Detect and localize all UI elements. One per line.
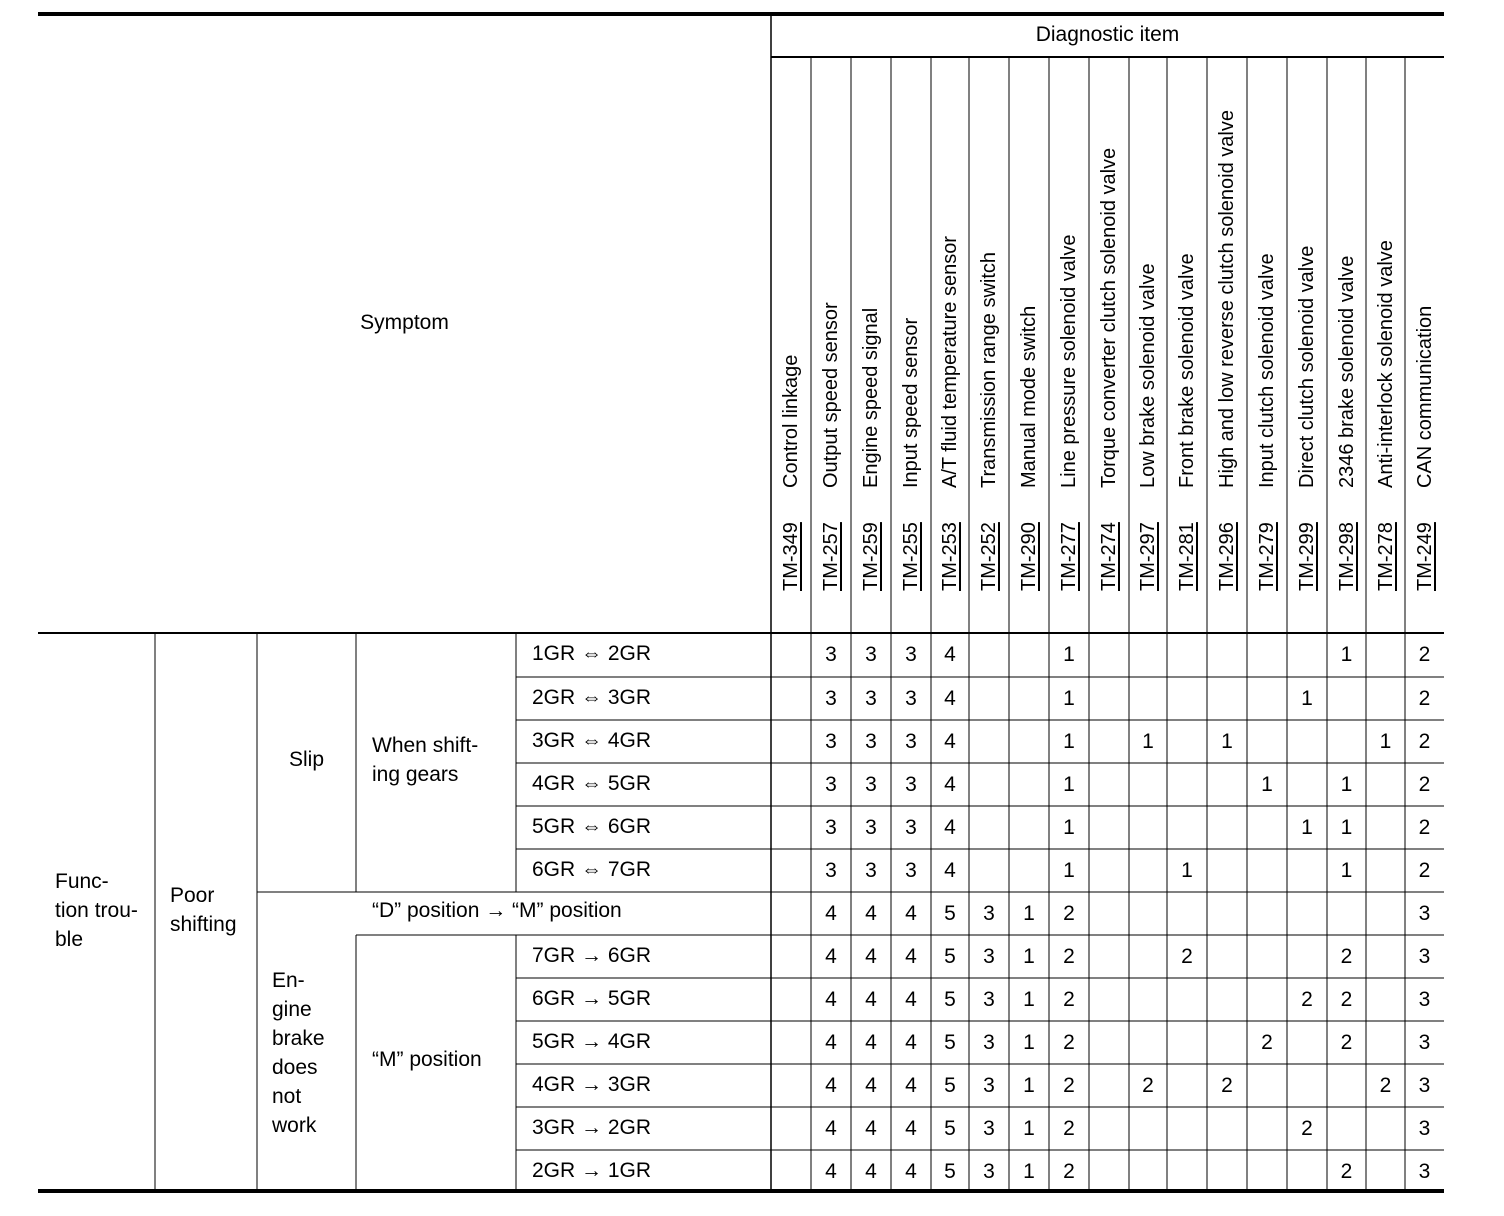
- group-when-shifting-gears: When shift- ing gears: [372, 734, 479, 786]
- table-cell: [1009, 720, 1049, 763]
- table-cell: [1366, 1107, 1405, 1150]
- table-cell: [1167, 1107, 1207, 1150]
- table-cell: [1247, 1150, 1287, 1193]
- table-cell: [1089, 806, 1129, 849]
- table-cell: 2: [1418, 859, 1431, 882]
- table-cell: 1: [1023, 1160, 1035, 1183]
- table-cell: [1129, 935, 1167, 978]
- table-cell: [1207, 1150, 1247, 1193]
- table-cell: 5: [944, 1117, 956, 1140]
- table-cell: [1287, 633, 1327, 676]
- table-cell: 2: [1418, 816, 1431, 839]
- table-cell: 2: [1340, 988, 1353, 1011]
- table-cell: [1129, 763, 1167, 806]
- table-cell: [1247, 633, 1287, 676]
- table-cell: [1247, 1064, 1287, 1107]
- table-cell: [1247, 720, 1287, 763]
- table-cell: 1: [1340, 859, 1353, 882]
- table-cell: 1: [1063, 816, 1075, 839]
- table-cell: [1207, 806, 1247, 849]
- table-cell: 5: [944, 1074, 956, 1097]
- row-label: 6GR ⇔ 7GR: [532, 858, 652, 881]
- table-cell: [1129, 1107, 1167, 1150]
- column-name-text: Engine speed signal: [860, 307, 882, 488]
- table-cell: 3: [825, 816, 837, 839]
- table-cell: 1: [1301, 687, 1313, 710]
- table-cell: [1247, 849, 1287, 892]
- table-cell: 4: [905, 1117, 917, 1140]
- table-cell: [1327, 677, 1366, 720]
- table-cell: [1167, 720, 1207, 763]
- table-cell: 3: [983, 988, 995, 1011]
- table-cell: [1366, 935, 1405, 978]
- table-cell: 2: [1340, 945, 1353, 968]
- table-cell: [1366, 892, 1405, 935]
- row-label: 5GR ⇔ 6GR: [532, 815, 652, 838]
- table-cell: [771, 1064, 811, 1107]
- table-cell: [969, 849, 1009, 892]
- table-cell: 2: [1418, 773, 1431, 796]
- table-cell: [1287, 1021, 1327, 1064]
- table-cell: 1: [1023, 988, 1035, 1011]
- group-slip: Slip: [288, 748, 325, 771]
- table-cell: [1207, 1107, 1247, 1150]
- table-cell: 2: [1063, 988, 1075, 1011]
- column-ref-text[interactable]: TM-278: [1374, 522, 1397, 591]
- table-cell: [771, 1150, 811, 1193]
- table-cell: 4: [825, 988, 837, 1011]
- m-position-label: “M” position: [372, 1048, 482, 1071]
- column-name-text: 2346 brake solenoid valve: [1335, 255, 1358, 488]
- table-cell: 3: [825, 730, 837, 753]
- table-cell: [1247, 978, 1287, 1021]
- table-cell: 3: [825, 643, 837, 666]
- column-name-text: CAN communication: [1413, 305, 1436, 488]
- table-cell: 2: [1063, 1031, 1075, 1054]
- table-cell: 4: [865, 902, 877, 925]
- table-cell: [969, 633, 1009, 676]
- table-cell: [771, 677, 811, 720]
- column-name-text: Low brake solenoid valve: [1137, 263, 1159, 488]
- column-ref-text[interactable]: TM-249: [1413, 522, 1436, 591]
- table-cell: [1366, 1021, 1405, 1064]
- table-cell: 3: [905, 687, 917, 710]
- table-cell: 4: [905, 1160, 917, 1183]
- table-cell: [1287, 720, 1327, 763]
- table-cell: [1327, 892, 1366, 935]
- table-cell: [1287, 763, 1327, 806]
- table-cell: 3: [905, 643, 917, 666]
- table-cell: [1089, 892, 1129, 935]
- column-ref-text[interactable]: TM-277: [1058, 522, 1080, 591]
- group-engine-brake: En- gine brake does not work: [272, 969, 325, 1137]
- table-cell: 2: [1142, 1074, 1154, 1097]
- column-ref-text[interactable]: TM-298: [1335, 522, 1358, 591]
- table-cell: [969, 677, 1009, 720]
- table-cell: 4: [944, 773, 956, 796]
- column-name-text: Line pressure solenoid valve: [1058, 234, 1080, 488]
- table-cell: [1089, 1107, 1129, 1150]
- column-name-text: Front brake solenoid valve: [1176, 253, 1198, 488]
- column-name-text: Control linkage: [780, 354, 802, 488]
- table-cell: 4: [825, 902, 837, 925]
- column-name-text: Anti-interlock solenoid valve: [1374, 240, 1397, 488]
- table-cell: 3: [865, 643, 877, 666]
- table-cell: 4: [944, 859, 956, 882]
- table-cell: 1: [1261, 773, 1273, 796]
- table-cell: [1167, 978, 1207, 1021]
- table-cell: 3: [1418, 945, 1431, 968]
- column-ref-text[interactable]: TM-299: [1296, 522, 1318, 591]
- table-cell: [771, 720, 811, 763]
- column-ref-text[interactable]: TM-349: [780, 522, 802, 591]
- column-ref-text[interactable]: TM-255: [900, 522, 922, 591]
- group-function-trouble: Func- tion trou- ble: [55, 870, 138, 951]
- table-cell: 3: [865, 816, 877, 839]
- table-cell: [1089, 849, 1129, 892]
- table-cell: [1287, 935, 1327, 978]
- table-cell: [1327, 1064, 1366, 1107]
- table-cell: [1247, 677, 1287, 720]
- symptom-header: Symptom: [360, 311, 449, 334]
- table-cell: 3: [983, 1160, 995, 1183]
- table-cell: [1207, 677, 1247, 720]
- table-cell: [771, 1107, 811, 1150]
- table-cell: [1009, 633, 1049, 676]
- table-cell: 4: [825, 1117, 837, 1140]
- row-label: 1GR ⇔ 2GR: [532, 642, 652, 665]
- table-cell: 4: [865, 1160, 877, 1183]
- row-label: 2GR → 1GR: [532, 1159, 652, 1182]
- column-name-text: Output speed sensor: [820, 302, 842, 488]
- column-name-text: High and low reverse clutch solenoid valve: [1216, 110, 1238, 488]
- table-cell: [1207, 935, 1247, 978]
- column-ref-text[interactable]: TM-281: [1176, 522, 1198, 591]
- table-cell: [1287, 892, 1327, 935]
- table-cell: [771, 849, 811, 892]
- table-cell: 2: [1301, 1117, 1313, 1140]
- table-cell: 3: [865, 730, 877, 753]
- table-cell: 4: [865, 1117, 877, 1140]
- table-cell: [1167, 633, 1207, 676]
- table-cell: 3: [905, 816, 917, 839]
- table-cell: [1366, 978, 1405, 1021]
- table-cell: 2: [1340, 1160, 1353, 1183]
- table-cell: [1167, 892, 1207, 935]
- table-cell: [1207, 978, 1247, 1021]
- diagnostic-item-header: Diagnostic item: [1035, 23, 1180, 46]
- table-cell: 3: [1418, 1117, 1431, 1140]
- table-cell: [771, 978, 811, 1021]
- table-cell: 1: [1063, 859, 1075, 882]
- table-cell: [1287, 1150, 1327, 1193]
- table-cell: 2: [1063, 902, 1075, 925]
- table-cell: [1167, 763, 1207, 806]
- table-cell: 5: [944, 902, 956, 925]
- table-cell: 1: [1063, 730, 1075, 753]
- table-cell: 3: [905, 730, 917, 753]
- table-cell: [1089, 935, 1129, 978]
- table-cell: [1366, 677, 1405, 720]
- column-name-text: Input speed sensor: [900, 317, 922, 488]
- column-ref-text[interactable]: TM-296: [1216, 522, 1238, 591]
- table-cell: [1207, 763, 1247, 806]
- table-cell: 2: [1063, 945, 1075, 968]
- table-cell: 5: [944, 1031, 956, 1054]
- table-cell: [771, 892, 811, 935]
- table-cell: [1089, 1064, 1129, 1107]
- table-cell: [1129, 806, 1167, 849]
- row-label: 3GR ⇔ 4GR: [532, 729, 652, 752]
- table-cell: [1089, 720, 1129, 763]
- table-cell: 1: [1221, 730, 1233, 753]
- table-cell: 2: [1221, 1074, 1233, 1097]
- table-cell: [1129, 849, 1167, 892]
- row-label: 3GR → 2GR: [532, 1116, 652, 1139]
- table-cell: 2: [1181, 945, 1193, 968]
- table-cell: 1: [1379, 730, 1392, 753]
- table-cell: 4: [905, 945, 917, 968]
- table-cell: [1207, 633, 1247, 676]
- table-cell: [1287, 1064, 1327, 1107]
- table-cell: [1009, 677, 1049, 720]
- table-cell: [1089, 763, 1129, 806]
- table-cell: [1366, 1150, 1405, 1193]
- table-cell: [1129, 677, 1167, 720]
- table-cell: 3: [1418, 1031, 1431, 1054]
- table-cell: 4: [944, 643, 956, 666]
- table-cell: [1089, 677, 1129, 720]
- table-cell: 2: [1418, 687, 1431, 710]
- table-cell: 1: [1063, 687, 1075, 710]
- table-cell: 4: [944, 687, 956, 710]
- table-cell: 4: [905, 902, 917, 925]
- table-cell: 2: [1063, 1117, 1075, 1140]
- table-cell: 3: [983, 1074, 995, 1097]
- table-cell: [1167, 677, 1207, 720]
- table-cell: [771, 935, 811, 978]
- column-name-text: Input clutch solenoid valve: [1256, 253, 1278, 488]
- table-cell: [1287, 849, 1327, 892]
- table-cell: 5: [944, 1160, 956, 1183]
- table-cell: [771, 633, 811, 676]
- table-cell: [1167, 1064, 1207, 1107]
- table-cell: [1327, 1107, 1366, 1150]
- table-cell: [1167, 806, 1207, 849]
- table-cell: 4: [944, 730, 956, 753]
- table-cell: 2: [1063, 1074, 1075, 1097]
- table-cell: 3: [905, 773, 917, 796]
- table-cell: 1: [1063, 643, 1075, 666]
- column-ref-text[interactable]: TM-274: [1098, 522, 1120, 591]
- row-label: 2GR ⇔ 3GR: [532, 686, 652, 709]
- table-cell: 4: [825, 945, 837, 968]
- table-cell: 2: [1301, 988, 1313, 1011]
- table-cell: [1247, 1107, 1287, 1150]
- table-cell: 1: [1023, 902, 1035, 925]
- table-cell: 4: [825, 1031, 837, 1054]
- row-label: 7GR → 6GR: [532, 944, 652, 967]
- column-ref-text[interactable]: TM-259: [860, 522, 882, 591]
- table-cell: [1129, 978, 1167, 1021]
- table-cell: 5: [944, 945, 956, 968]
- row-label: 4GR → 3GR: [532, 1073, 652, 1096]
- table-cell: 3: [905, 859, 917, 882]
- table-cell: 4: [865, 988, 877, 1011]
- table-cell: 2: [1340, 1031, 1353, 1054]
- d-to-m-position-label: “D” position → “M” position: [372, 899, 622, 922]
- table-cell: 1: [1301, 816, 1313, 839]
- table-cell: 1: [1340, 643, 1353, 666]
- table-cell: [1089, 1021, 1129, 1064]
- table-cell: 4: [905, 988, 917, 1011]
- column-ref-text[interactable]: TM-279: [1256, 522, 1278, 591]
- table-cell: [1366, 763, 1405, 806]
- table-cell: 3: [983, 945, 995, 968]
- table-cell: 2: [1261, 1031, 1273, 1054]
- table-cell: [771, 763, 811, 806]
- table-cell: 1: [1023, 1074, 1035, 1097]
- table-cell: 4: [825, 1074, 837, 1097]
- table-cell: [969, 763, 1009, 806]
- table-cell: 3: [1418, 988, 1431, 1011]
- table-cell: [1327, 720, 1366, 763]
- table-cell: 3: [983, 1117, 995, 1140]
- table-cell: [969, 806, 1009, 849]
- table-cell: [1009, 806, 1049, 849]
- column-ref-text[interactable]: TM-257: [820, 522, 842, 591]
- table-cell: 1: [1181, 859, 1193, 882]
- table-cell: [1009, 763, 1049, 806]
- table-cell: 4: [865, 1074, 877, 1097]
- table-cell: [771, 1021, 811, 1064]
- group-poor-shifting: Poor shifting: [170, 884, 237, 936]
- column-ref-text[interactable]: TM-297: [1137, 522, 1159, 591]
- table-cell: 3: [825, 859, 837, 882]
- table-cell: 1: [1063, 773, 1075, 796]
- column-name-text: Transmission range switch: [978, 251, 1000, 488]
- table-cell: 4: [865, 1031, 877, 1054]
- table-cell: 4: [944, 816, 956, 839]
- table-cell: [1089, 633, 1129, 676]
- table-cell: 5: [944, 988, 956, 1011]
- table-cell: [1089, 1150, 1129, 1193]
- table-cell: 1: [1340, 773, 1353, 796]
- table-cell: [1009, 849, 1049, 892]
- table-cell: 1: [1023, 1031, 1035, 1054]
- column-name-text: Manual mode switch: [1018, 305, 1040, 488]
- table-cell: 1: [1023, 945, 1035, 968]
- table-cell: 3: [983, 1031, 995, 1054]
- table-cell: [1207, 892, 1247, 935]
- table-cell: 3: [865, 687, 877, 710]
- table-cell: [1366, 633, 1405, 676]
- table-cell: 3: [1418, 902, 1431, 925]
- table-cell: 1: [1340, 816, 1353, 839]
- table-cell: 1: [1142, 730, 1154, 753]
- table-cell: 4: [905, 1074, 917, 1097]
- table-cell: 2: [1063, 1160, 1075, 1183]
- table-cell: 4: [905, 1031, 917, 1054]
- table-cell: [1129, 1150, 1167, 1193]
- table-cell: [1167, 1021, 1207, 1064]
- table-cell: [1207, 1021, 1247, 1064]
- column-name-text: Torque converter clutch solenoid valve: [1098, 147, 1120, 488]
- table-cell: 3: [865, 773, 877, 796]
- table-cell: [1129, 633, 1167, 676]
- table-cell: 4: [865, 945, 877, 968]
- row-label: 6GR → 5GR: [532, 987, 652, 1010]
- table-cell: 1: [1023, 1117, 1035, 1140]
- table-cell: [1207, 849, 1247, 892]
- table-cell: [1247, 935, 1287, 978]
- table-cell: [1129, 1021, 1167, 1064]
- table-cell: [1247, 892, 1287, 935]
- column-ref-text[interactable]: TM-290: [1018, 522, 1040, 591]
- row-label: 4GR ⇔ 5GR: [532, 772, 652, 795]
- table-cell: [1366, 849, 1405, 892]
- table-cell: 2: [1418, 730, 1431, 753]
- table-cell: [1089, 978, 1129, 1021]
- row-label: 5GR → 4GR: [532, 1030, 652, 1053]
- table-cell: [1129, 892, 1167, 935]
- table-cell: 4: [825, 1160, 837, 1183]
- table-cell: 3: [1418, 1160, 1431, 1183]
- table-cell: 3: [1418, 1074, 1431, 1097]
- table-cell: [969, 720, 1009, 763]
- column-ref-text[interactable]: TM-252: [978, 522, 1000, 591]
- column-name-text: A/T fluid temperature sensor: [939, 236, 961, 488]
- table-cell: [1167, 1150, 1207, 1193]
- table-cell: [1247, 806, 1287, 849]
- table-cell: 2: [1379, 1074, 1392, 1097]
- table-cell: 2: [1418, 643, 1431, 666]
- table-cell: [1366, 806, 1405, 849]
- table-cell: 3: [983, 902, 995, 925]
- table-cell: 3: [825, 773, 837, 796]
- table-cell: [771, 806, 811, 849]
- column-name-text: Direct clutch solenoid valve: [1296, 245, 1318, 488]
- table-cell: 3: [865, 859, 877, 882]
- column-ref-text[interactable]: TM-253: [939, 522, 961, 591]
- table-cell: 3: [825, 687, 837, 710]
